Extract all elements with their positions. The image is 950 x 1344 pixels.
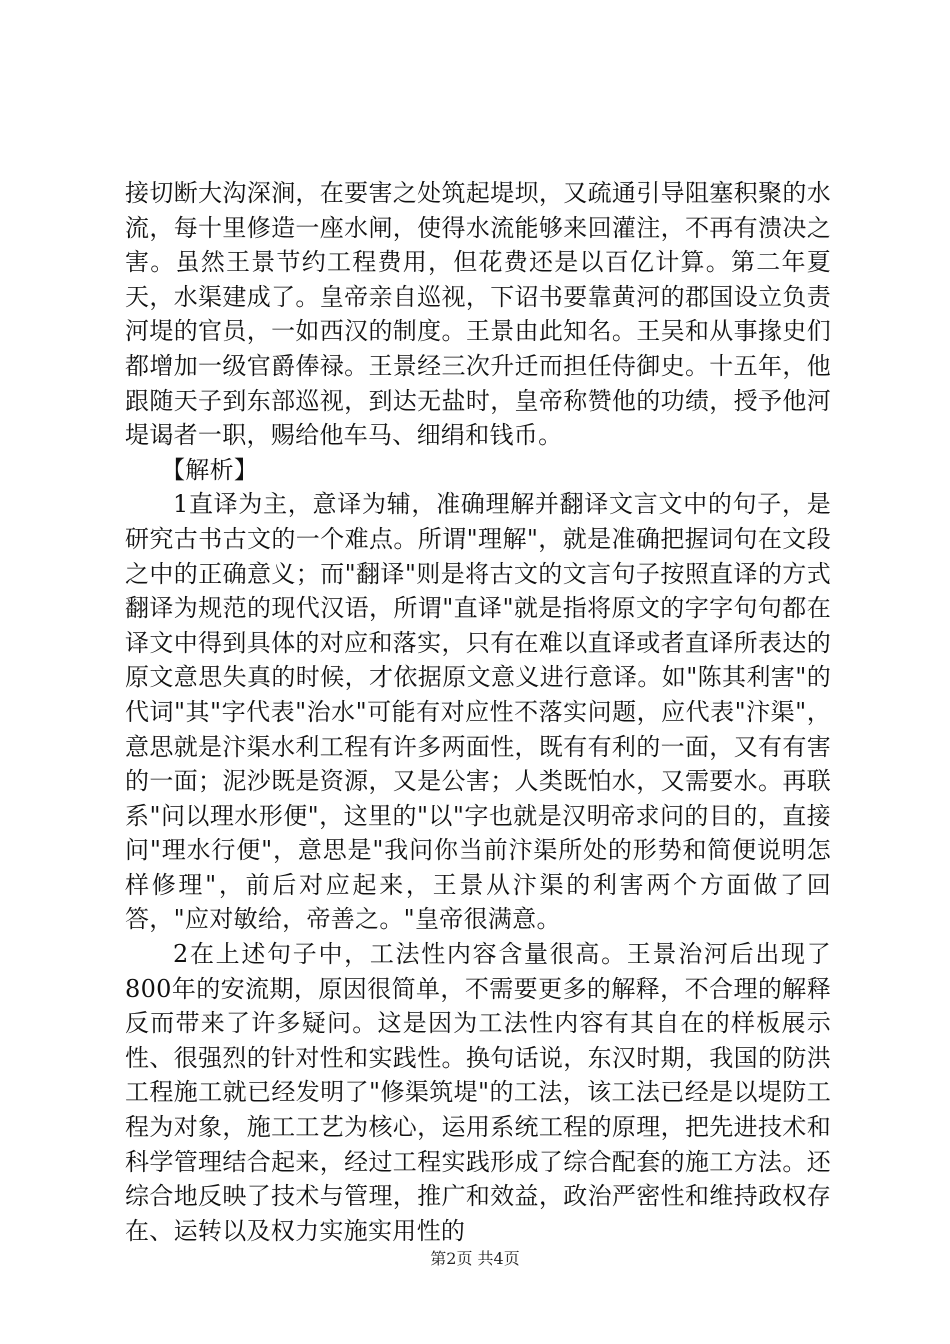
analysis-point-1: 1直译为主，意译为辅，准确理解并翻译文言文中的句子，是研究古书古文的一个难点。所谓"理解"，就是准确把握词句在文段之中的正确意义；而"翻译"则是将古文的文言句子按照直译的方式翻译为规范的现代汉语，所谓"直译"就是指将原文的字字句句都在译文中得到具体的对应和落实，只有在难以直译或者直译所表达的原文意思失真的时候，才依据原文意义进行意译。如"陈其利害"的代词"其"字代表"治水"可能有对应性不落实问题，应代表"汴渠"，意思就是汴渠水利工程有许多两面性，既有有利的一面，又有有害的一面；泥沙既是资源，又是公害；人类既怕水，又需要水。再联系"问以理水形便"，这里的"以"字也就是汉明帝求问的目的，直接问"理水行便"，意思是"我问你当前汴渠所处的形势和简便说明怎样修理"，前后对应起来，王景从汴渠的利害两个方面做了回答，"应对敏给，帝善之。"皇帝很满意。	[125, 490, 831, 934]
analysis-point-2: 2在上述句子中，工法性内容含量很高。王景治河后出现了800年的安流期，原因很简单，不需要更多的解释，不合理的解释反而带来了许多疑问。这是因为工法性内容有其自在的样板展示性、很强烈的针对性和实践性。换句话说，东汉时期，我国的防洪工程施工就已经发明了"修渠筑堤"的工法，该工法已经是以堤防工程为对象，施工工艺为核心，运用系统工程的原理，把先进技术和科学管理结合起来，经过工程实践形成了综合配套的施工方法。还综合地反映了技术与管理，推广和效益，政治严密性和维持政权存在、运转以及权力实施实用性的	[125, 940, 831, 1245]
page-number-footer: 第2页 共4页	[430, 1249, 520, 1268]
translation-paragraph: 接切断大沟深涧，在要害之处筑起堤坝，又疏通引导阻塞积聚的水流，每十里修造一座水闸，使得水流能够来回灌注，不再有溃决之害。虽然王景节约工程费用，但花费还是以百亿计算。第二年夏天，水渠建成了。皇帝亲自巡视，下诏书要靠黄河的郡国设立负责河堤的官员，一如西汉的制度。王景由此知名。王吴和从事掾史们都增加一级官爵俸禄。王景经三次升迁而担任侍御史。十五年，他跟随天子到东部巡视，到达无盐时，皇帝称赞他的功绩，授予他河堤谒者一职，赐给他车马、细绢和钱币。	[125, 179, 831, 450]
analysis-heading: 【解析】	[161, 455, 259, 484]
document-body	[125, 176, 831, 1248]
